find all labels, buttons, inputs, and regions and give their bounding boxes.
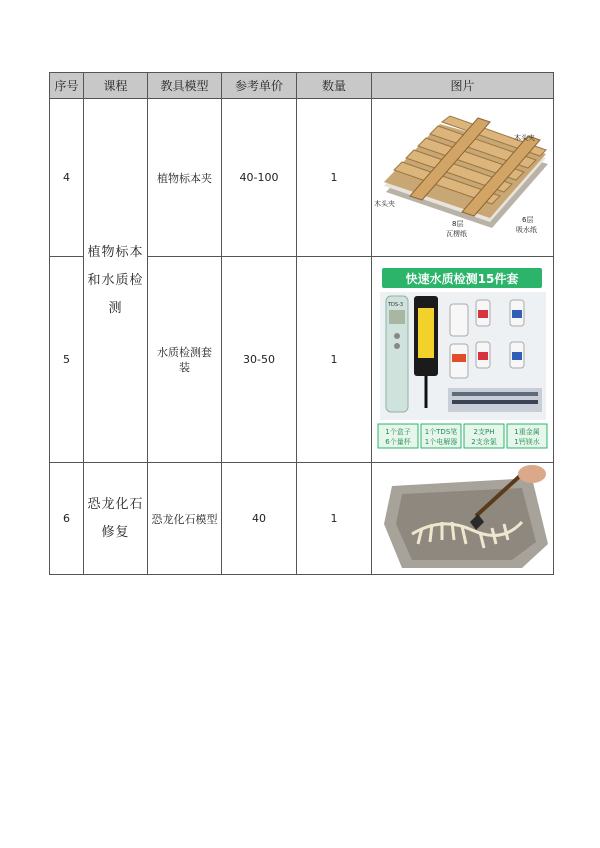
dino-fossil-image xyxy=(372,464,553,574)
kit-caption: 2支余氯 xyxy=(471,437,497,446)
kit-caption: 1个TDS笔 xyxy=(424,427,458,436)
model-name-text: 水质检测套装 xyxy=(157,345,212,374)
header-qty: 数量 xyxy=(297,73,372,99)
course-line: 恐龙化石 xyxy=(87,496,144,512)
press-label-paper-2: 瓦楞纸 xyxy=(446,229,467,238)
press-label-top: 木头夹 xyxy=(514,133,535,142)
course-line: 和水质检 xyxy=(87,272,144,288)
course-line: 修复 xyxy=(101,524,130,540)
model-name xyxy=(148,257,222,463)
price: 40-100 xyxy=(222,99,297,257)
plant-press-image xyxy=(372,100,553,256)
quantity: 1 xyxy=(297,99,372,257)
course-cell xyxy=(84,99,148,463)
header-price: 参考单价 xyxy=(222,73,297,99)
course-cell xyxy=(84,463,148,575)
course-line: 测 xyxy=(108,300,123,316)
press-label-absorb: 6层 xyxy=(522,215,534,224)
image-cell xyxy=(372,463,554,575)
kit-caption: 1个盒子 xyxy=(385,427,411,436)
press-label-paper: 8层 xyxy=(452,219,464,228)
table-row xyxy=(50,463,554,575)
kit-banner: 快速水质检测15件套 xyxy=(405,271,519,286)
kit-caption: 1个电解器 xyxy=(424,437,458,446)
model-name: 植物标本夹 xyxy=(148,99,222,257)
header-course: 课程 xyxy=(84,73,148,99)
materials-table xyxy=(49,72,554,575)
header-image: 图片 xyxy=(372,73,554,99)
press-label-left: 木头夹 xyxy=(374,199,395,208)
kit-caption: 6个量杯 xyxy=(385,437,411,446)
price: 30-50 xyxy=(222,257,297,463)
quantity: 1 xyxy=(297,463,372,575)
model-name: 恐龙化石模型 xyxy=(148,463,222,575)
course-line: 植物标本 xyxy=(87,244,144,260)
kit-caption: 1钙镁水 xyxy=(514,437,540,446)
header-row xyxy=(50,73,554,99)
press-label-absorb-2: 吸水纸 xyxy=(516,225,537,234)
row-number: 5 xyxy=(50,257,84,463)
row-number: 4 xyxy=(50,99,84,257)
image-cell xyxy=(372,257,554,463)
test-strips-icon xyxy=(448,388,542,412)
header-no: 序号 xyxy=(50,73,84,99)
table-row xyxy=(50,99,554,257)
kit-caption: 2支PH xyxy=(473,427,495,436)
water-kit-image xyxy=(372,258,553,462)
row-number: 6 xyxy=(50,463,84,575)
price: 40 xyxy=(222,463,297,575)
quantity: 1 xyxy=(297,257,372,463)
kit-caption: 1重金属 xyxy=(514,427,540,436)
header-model: 教具模型 xyxy=(148,73,222,99)
tds-pen-label: TDS-3 xyxy=(388,301,404,308)
image-cell xyxy=(372,99,554,257)
